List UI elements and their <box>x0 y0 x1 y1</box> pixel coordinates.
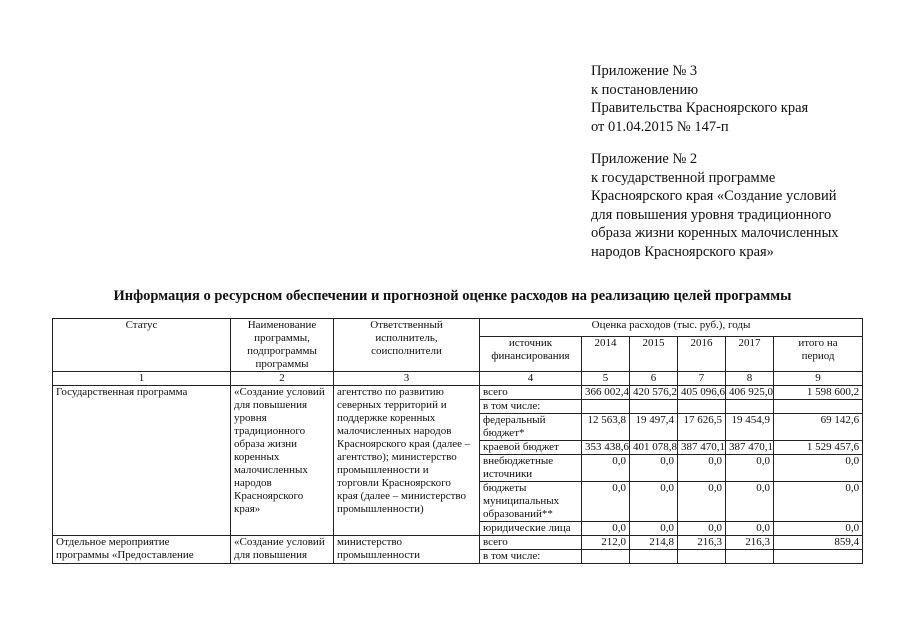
header-total: итого на период <box>774 337 863 372</box>
header-year: 2014 <box>582 337 630 372</box>
value-2017: 0,0 <box>726 522 774 536</box>
appendix-3-line: Правительства Красноярского края <box>591 100 809 116</box>
value-total <box>774 550 863 564</box>
header-year: 2017 <box>726 337 774 372</box>
document-title: Информация о ресурсном обеспечении и прогнозной оценке расходов на реализацию целей программы <box>113 288 792 304</box>
value-2016: 216,3 <box>678 536 726 550</box>
value-2014 <box>582 400 630 414</box>
value-2017 <box>726 550 774 564</box>
value-total: 0,0 <box>774 455 863 482</box>
appendix-2-line: к государственной программе <box>591 169 776 186</box>
value-2015: 401 078,8 <box>630 441 678 455</box>
funding-source: юридические лица <box>480 522 582 536</box>
program-status: Государственная программа <box>53 386 231 536</box>
resource-table <box>52 318 863 564</box>
value-2014: 353 438,6 <box>582 441 630 455</box>
value-2017: 387 470,1 <box>726 441 774 455</box>
value-2016: 17 626,5 <box>678 414 726 441</box>
value-2015 <box>630 400 678 414</box>
column-number: 4 <box>480 372 582 386</box>
table-row <box>53 386 863 400</box>
value-2017: 406 925,0 <box>726 386 774 400</box>
header-row <box>53 319 863 337</box>
value-2014: 366 002,4 <box>582 386 630 400</box>
appendix-3-header <box>591 62 891 136</box>
appendix-3-line: Приложение № 3 <box>591 63 698 79</box>
funding-source: всего <box>480 386 582 400</box>
funding-source: внебюджетные источники <box>480 455 582 482</box>
appendix-2-line: образа жизни коренных малочисленных <box>591 225 839 241</box>
value-2014: 0,0 <box>582 482 630 522</box>
table-row <box>53 536 863 550</box>
value-2015: 0,0 <box>630 482 678 522</box>
program-executor: агентство по развитию северных территорий и поддержке коренных малочисленных народов Красноярского края (далее – агентство); министерство промышленности и торговли Красноярского края (далее – министерство промышленности) <box>334 386 480 536</box>
value-2015: 19 497,4 <box>630 414 678 441</box>
header-name: Наименование программы, подпрограммы программы <box>231 319 334 372</box>
value-2016: 405 096,6 <box>678 386 726 400</box>
value-2015 <box>630 550 678 564</box>
funding-source: в том числе: <box>480 550 582 564</box>
funding-source: краевой бюджет <box>480 441 582 455</box>
value-total: 69 142,6 <box>774 414 863 441</box>
column-number: 6 <box>630 372 678 386</box>
value-2014: 0,0 <box>582 522 630 536</box>
value-2014: 0,0 <box>582 455 630 482</box>
header-estimate: Оценка расходов (тыс. руб.), годы <box>480 319 863 337</box>
header-source: источник финансирования <box>480 337 582 372</box>
header-status: Статус <box>53 319 231 372</box>
value-2015: 0,0 <box>630 522 678 536</box>
value-2015: 0,0 <box>630 455 678 482</box>
appendix-2-line: Приложение № 2 <box>591 151 698 167</box>
appendix-2-line: Красноярского края «Создание условий <box>591 188 837 204</box>
value-2016 <box>678 400 726 414</box>
appendix-2-line: народов Красноярского края» <box>591 243 774 260</box>
value-total: 0,0 <box>774 522 863 536</box>
column-number: 7 <box>678 372 726 386</box>
value-2016: 387 470,1 <box>678 441 726 455</box>
appendix-2-line: для повышения уровня традиционного <box>591 206 832 223</box>
value-2017: 0,0 <box>726 455 774 482</box>
value-total: 859,4 <box>774 536 863 550</box>
measure-status: Отдельное мероприятие программы «Предоставление <box>53 536 231 564</box>
funding-source: бюджеты муниципальных образований** <box>480 482 582 522</box>
value-total: 1 598 600,2 <box>774 386 863 400</box>
column-number: 1 <box>53 372 231 386</box>
value-2017: 0,0 <box>726 482 774 522</box>
program-name: «Создание условий для повышения уровня традиционного образа жизни коренных малочисленных народов Красноярского края» <box>231 386 334 536</box>
column-number: 2 <box>231 372 334 386</box>
value-2014: 212,0 <box>582 536 630 550</box>
value-2015: 214,8 <box>630 536 678 550</box>
measure-name: «Создание условий для повышения <box>231 536 334 564</box>
appendix-3-line: от 01.04.2015 № 147-п <box>591 118 729 135</box>
value-total: 1 529 457,6 <box>774 441 863 455</box>
funding-source: в том числе: <box>480 400 582 414</box>
value-2016: 0,0 <box>678 482 726 522</box>
header-year: 2015 <box>630 337 678 372</box>
column-number: 3 <box>334 372 480 386</box>
value-2016 <box>678 550 726 564</box>
value-2017: 216,3 <box>726 536 774 550</box>
value-2017: 19 454,9 <box>726 414 774 441</box>
measure-executor: министерство промышленности <box>334 536 480 564</box>
value-2016: 0,0 <box>678 522 726 536</box>
column-number: 5 <box>582 372 630 386</box>
appendix-3-line: к постановлению <box>591 81 699 98</box>
appendix-2-header <box>591 150 891 261</box>
header-year: 2016 <box>678 337 726 372</box>
value-2014 <box>582 550 630 564</box>
column-number: 8 <box>726 372 774 386</box>
value-2015: 420 576,2 <box>630 386 678 400</box>
column-number-row <box>53 372 863 386</box>
value-total: 0,0 <box>774 482 863 522</box>
value-2014: 12 563,8 <box>582 414 630 441</box>
funding-source: федеральный бюджет* <box>480 414 582 441</box>
value-2017 <box>726 400 774 414</box>
value-total <box>774 400 863 414</box>
column-number: 9 <box>774 372 863 386</box>
value-2016: 0,0 <box>678 455 726 482</box>
header-executor: Ответственный исполнитель, соисполнители <box>334 319 480 372</box>
funding-source: всего <box>480 536 582 550</box>
